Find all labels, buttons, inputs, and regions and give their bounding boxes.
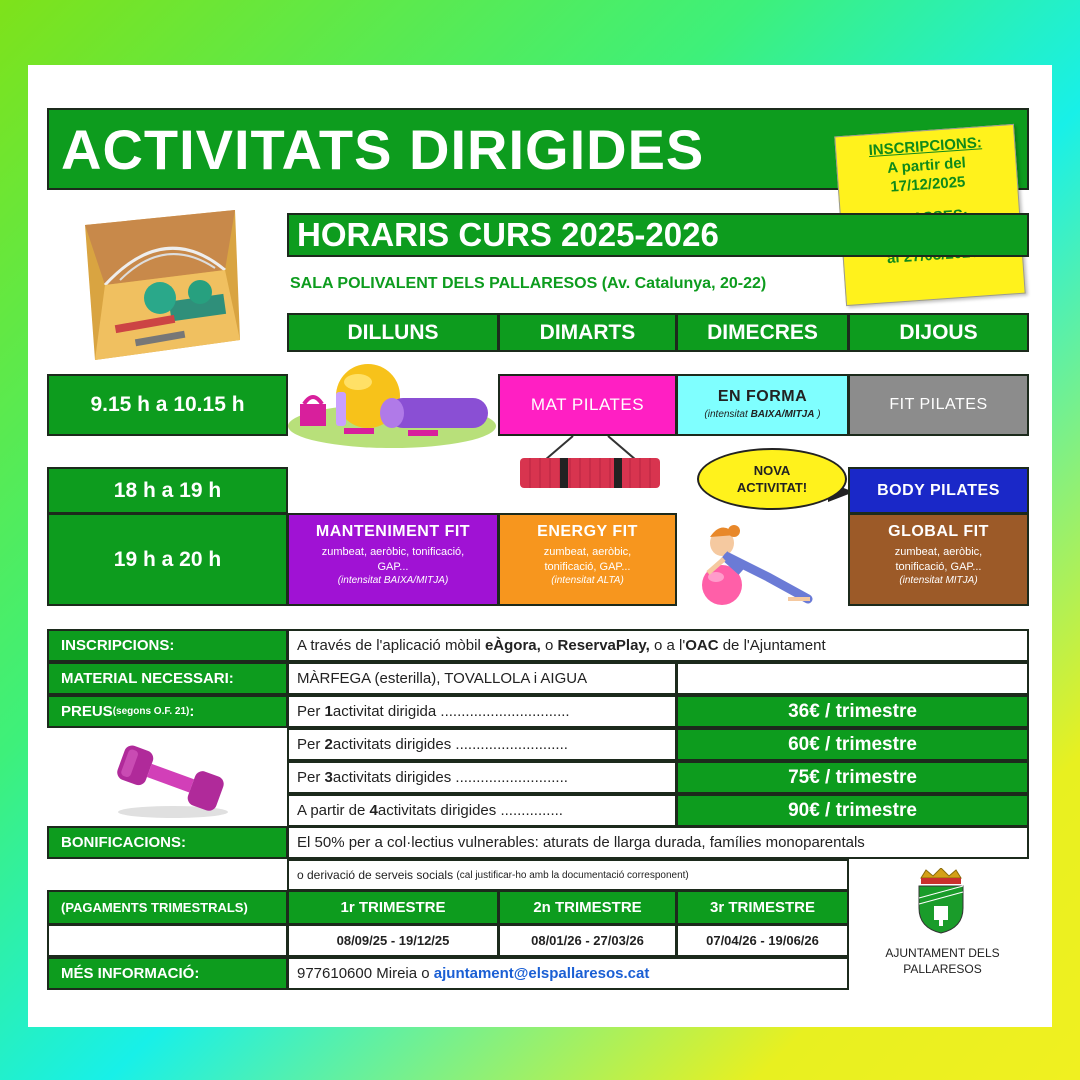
day-header-thursday: DIJOUS (848, 313, 1029, 352)
global-title: GLOBAL FIT (888, 523, 989, 540)
town-coat-of-arms-icon (916, 868, 966, 934)
yoga-mat-image (518, 436, 663, 492)
inscripcions-e: o a l' (653, 637, 686, 654)
activity-fit-pilates: FIT PILATES (848, 374, 1029, 436)
global-sub2: tonificació, GAP... (895, 561, 982, 573)
mes-info-text (287, 957, 849, 990)
en-forma-title: EN FORMA (717, 388, 808, 405)
trimester-3-dates: 07/04/26 - 19/06/26 (676, 924, 849, 957)
inscripcions-oac: OAC (685, 637, 719, 654)
price-2-pre: Per (297, 736, 321, 753)
energy-intensity: (intensitat ALTA) (551, 575, 624, 586)
inscripcions-g: de l'Ajuntament (722, 637, 826, 654)
new-activity-bubble (697, 448, 847, 510)
material-text: MÀRFEGA (esterilla), TOVALLOLA i AIGUA (287, 662, 677, 695)
day-header-wednesday: DIMECRES (676, 313, 849, 352)
mes-info-label: MÉS INFORMACIÓ: (47, 957, 288, 990)
price-row-2-amount: 60€ / trimestre (676, 728, 1029, 761)
price-2-post: activitats dirigides ........................... (332, 736, 568, 753)
preus-label-colon: : (189, 703, 195, 720)
price-1-post: activitat dirigida ............................... (332, 703, 570, 720)
global-intensity: (intensitat MITJA) (899, 575, 978, 586)
price-4-post: activitats dirigides ............... (377, 802, 563, 819)
preus-label (47, 695, 288, 728)
activity-body-pilates: BODY PILATES (848, 467, 1029, 514)
schedule-title: HORARIS CURS 2025-2026 (287, 213, 1029, 257)
pagaments-empty-cell (47, 924, 288, 957)
trimester-3-name: 3r TRIMESTRE (676, 890, 849, 925)
price-row-2-text (287, 728, 677, 761)
logo-line1: AJUNTAMENT DELS (885, 946, 1000, 960)
price-1-pre: Per (297, 703, 321, 720)
dumbbell-image (108, 738, 233, 820)
price-row-3-text (287, 761, 677, 794)
bonif-text2b: (cal justificar-ho amb la documentació corresponent) (456, 869, 689, 881)
trimester-2-name: 2n TRIMESTRE (498, 890, 677, 925)
price-3-n: 3 (324, 769, 333, 786)
price-3-post: activitats dirigides ........................... (332, 769, 568, 786)
en-forma-int-pre: (intensitat (704, 409, 751, 420)
contact-email-link[interactable]: ajuntament@elspallaresos.cat (433, 965, 650, 982)
en-forma-int-val: BAIXA/MITJA (750, 409, 815, 420)
inscripcions-a: A través de l'aplicació mòbil (297, 637, 481, 654)
pagaments-label: (PAGAMENTS TRIMESTRALS) (47, 890, 288, 925)
day-header-tuesday: DIMARTS (498, 313, 677, 352)
trimester-2-dates: 08/01/26 - 27/03/26 (498, 924, 677, 957)
price-1-n: 1 (324, 703, 333, 720)
price-row-1-amount: 36€ / trimestre (676, 695, 1029, 728)
contact-phone: 977610600 Mireia o (297, 965, 430, 982)
preus-label-small: (segons O.F. 21) (112, 706, 190, 717)
note-inscripcions-line2: 17/12/2025 (889, 173, 966, 196)
time-slot-18h: 18 h a 19 h (47, 467, 288, 514)
inscripcions-label: INSCRIPCIONS: (47, 629, 288, 662)
price-4-pre: A partir de (297, 802, 366, 819)
bonif-text2a: o derivació de serveis socials (297, 868, 454, 882)
activity-global-fit (848, 513, 1029, 606)
activity-mat-pilates: MAT PILATES (498, 374, 677, 436)
global-sub1: zumbeat, aeròbic, (894, 546, 983, 558)
en-forma-intensity (678, 409, 847, 420)
trimester-1-dates: 08/09/25 - 19/12/25 (287, 924, 499, 957)
manteniment-intensity: (intensitat BAIXA/MITJA) (337, 575, 449, 586)
material-empty-cell (676, 662, 1029, 695)
en-forma-int-post: ) (814, 409, 821, 420)
manteniment-sub2: GAP... (377, 561, 409, 573)
activity-energy-fit (498, 513, 677, 606)
manteniment-sub1: zumbeat, aeròbic, tonificació, (321, 546, 465, 558)
day-header-monday: DILLUNS (287, 313, 499, 352)
time-slot-19h: 19 h a 20 h (47, 513, 288, 606)
note-inscripcions-label: INSCRIPCIONS: (868, 134, 983, 160)
bonificacions-text: El 50% per a col·lectius vulnerables: aturats de llarga durada, famílies monoparentals (287, 826, 1029, 859)
time-slot-morning: 9.15 h a 10.15 h (47, 374, 288, 436)
bubble-line1: NOVA (753, 463, 791, 478)
energy-title: ENERGY FIT (537, 523, 638, 540)
energy-sub2: tonificació, GAP... (544, 561, 631, 573)
bonificacions-text-2 (287, 859, 849, 891)
price-4-n: 4 (369, 802, 378, 819)
gym-photo (75, 210, 245, 362)
venue-text: SALA POLIVALENT DELS PALLARESOS (Av. Catalunya, 20-22) (290, 275, 767, 292)
inscripcions-app-reservaplay: ReservaPlay, (557, 637, 650, 654)
manteniment-title: MANTENIMENT FIT (315, 523, 471, 540)
page-title: ACTIVITATS DIRIGIDES (47, 108, 1029, 190)
price-row-4-amount: 90€ / trimestre (676, 794, 1029, 827)
price-row-4-text (287, 794, 677, 827)
price-row-1-text (287, 695, 677, 728)
bonificacions-label: BONIFICACIONS: (47, 826, 288, 859)
woman-exercise-image (688, 515, 818, 607)
fitness-equipment-image (288, 360, 496, 448)
trimester-1-name: 1r TRIMESTRE (287, 890, 499, 925)
inscripcions-c: o (545, 637, 554, 654)
price-2-n: 2 (324, 736, 333, 753)
inscripcions-text (287, 629, 1029, 662)
inscripcions-app-eagora: eÀgora, (484, 637, 541, 654)
activity-en-forma (676, 374, 849, 436)
preus-label-text: PREUS (61, 703, 113, 720)
activity-manteniment-fit (287, 513, 499, 606)
note-inscripcions-line1: A partir del (886, 154, 967, 177)
material-label: MATERIAL NECESSARI: (47, 662, 288, 695)
price-row-3-amount: 75€ / trimestre (676, 761, 1029, 794)
bubble-line2: ACTIVITAT! (736, 480, 808, 495)
price-3-pre: Per (297, 769, 321, 786)
logo-line2: PALLARESOS (903, 962, 982, 976)
energy-sub1: zumbeat, aeròbic, (543, 546, 632, 558)
town-hall-logo-text (870, 945, 1015, 977)
